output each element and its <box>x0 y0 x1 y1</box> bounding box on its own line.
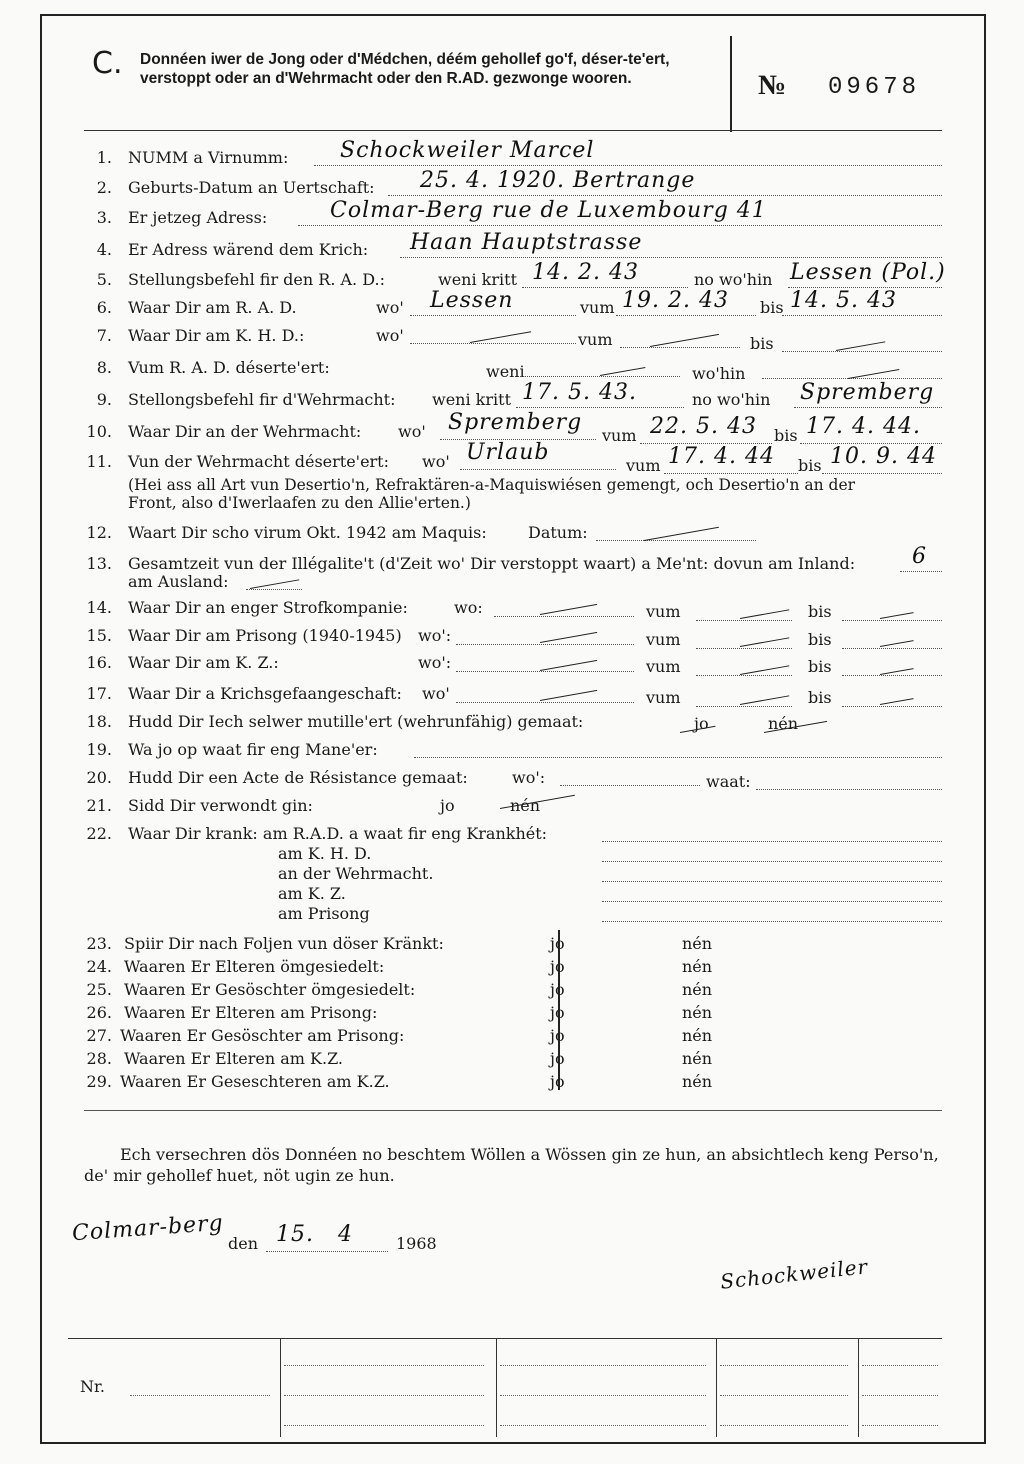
nen-option[interactable]: nén <box>682 1072 713 1091</box>
row-number: 29. <box>86 1072 112 1091</box>
birth-field-line <box>388 195 942 196</box>
row-label: NUMM a Virnumm: <box>128 148 289 167</box>
row-label: Waar Dir am R. A. D. <box>128 298 297 317</box>
row-label: Waaren Er Elteren am Prisong: <box>124 1003 378 1022</box>
row-number: 20. <box>86 768 112 787</box>
row-label: Stellongsbefehl fir d'Wehrmacht: <box>128 390 396 409</box>
vum-label: vum <box>646 657 681 676</box>
bis-label: bis <box>808 688 832 707</box>
vum-field-line <box>664 473 798 474</box>
row-number: 6. <box>96 298 112 317</box>
field-line <box>862 1395 938 1396</box>
row-label: Sidd Dir verwondt gin: <box>128 796 313 815</box>
office-use-box <box>68 1338 942 1437</box>
vum-field-line <box>616 315 756 316</box>
vum-label: vum <box>626 456 661 475</box>
vum-label: vum <box>580 298 615 317</box>
signature-month[interactable]: 4 <box>338 1222 353 1247</box>
inland-months[interactable]: 6 <box>912 544 927 569</box>
wehrmacht-order-place[interactable]: Spremberg <box>800 380 935 405</box>
when-label: weni kritt <box>438 270 517 289</box>
vum-field-line <box>696 620 792 621</box>
row-label: Stellungsbefehl fir den R. A. D.: <box>128 270 385 289</box>
row-label: Hudd Dir een Acte de Résistance gemaat: <box>128 768 468 787</box>
desertion-place[interactable]: Urlaub <box>466 440 550 465</box>
bis-field-line <box>782 315 942 316</box>
header-rule <box>84 130 942 131</box>
when-label: weni kritt <box>432 390 511 409</box>
wo-field-line <box>410 343 576 344</box>
row-label: Vum R. A. D. déserte'ert: <box>128 358 330 377</box>
row-label: Waaren Er Geseschteren am K.Z. <box>120 1072 390 1091</box>
field-line <box>284 1395 484 1396</box>
jo-option[interactable]: jo <box>694 714 709 733</box>
vum-label: vum <box>646 602 681 621</box>
krank-kz: am K. Z. <box>278 884 346 903</box>
jo-option[interactable]: jo <box>550 1049 565 1068</box>
row-number: 13. <box>86 554 112 573</box>
row-label: Waaren Er Gesöschter ömgesiedelt: <box>124 980 416 999</box>
row-label: Er jetzeg Adress: <box>128 208 268 227</box>
row-label: Waaren Er Elteren ömgesiedelt: <box>124 957 385 976</box>
row-number: 7. <box>96 326 112 345</box>
krank-field-line <box>602 901 942 902</box>
row-number: 21. <box>86 796 112 815</box>
krank-khd: am K. H. D. <box>278 844 372 863</box>
row-number: 18. <box>86 712 112 731</box>
section-rule <box>84 1110 942 1111</box>
row-label: Waaren Er Elteren am K.Z. <box>124 1049 344 1068</box>
row-number: 3. <box>96 208 112 227</box>
wo-label: wo': <box>418 626 452 645</box>
bis-field-line <box>822 473 942 474</box>
nr-field-line <box>130 1395 270 1396</box>
wo-label: wo': <box>512 768 546 787</box>
rad-to[interactable]: 14. 5. 43 <box>790 288 897 313</box>
number-label: № <box>758 70 787 101</box>
row-number: 24. <box>86 957 112 976</box>
row-label: Waar Dir an der Wehrmacht: <box>128 422 362 441</box>
wo-field-line <box>456 671 634 672</box>
row-label: Hudd Dir Iech selwer mutille'ert (wehrunfähig) gemaat: <box>128 712 584 731</box>
vum-label: vum <box>578 330 613 349</box>
when-field-line <box>516 407 684 408</box>
wo-label: wo' <box>422 684 450 703</box>
bis-label: bis <box>808 630 832 649</box>
row-number: 27. <box>86 1026 112 1045</box>
wo-label: wo: <box>454 598 483 617</box>
form-title: Donnéen iwer de Jong oder d'Médchen, déém gehollef go'f, déser-te'ert, verstoppt oder an d'Wehrmacht oder den R.AD. gezwonge wooren. <box>140 51 670 87</box>
nen-option[interactable]: nén <box>510 796 541 815</box>
bis-field-line <box>842 675 942 676</box>
field-line <box>720 1425 848 1426</box>
row-number: 5. <box>96 270 112 289</box>
nen-option[interactable]: nén <box>682 980 713 999</box>
field-line <box>284 1365 484 1366</box>
row-number: 2. <box>96 178 112 197</box>
row-label: Waar Dir an enger Strofkompanie: <box>128 598 408 617</box>
weni-label: weni <box>486 362 525 381</box>
rad-order-date[interactable]: 14. 2. 43 <box>532 260 639 285</box>
header-divider <box>730 36 732 132</box>
row-number: 17. <box>86 684 112 703</box>
wehrmacht-place[interactable]: Spremberg <box>448 410 583 435</box>
field-line <box>862 1425 938 1426</box>
column-divider <box>716 1339 717 1437</box>
krank-wehrmacht: an der Wehrmacht. <box>278 864 434 883</box>
row-label: Waar Dir am K. Z.: <box>128 653 279 672</box>
nen-option[interactable]: nén <box>682 934 713 953</box>
address-value[interactable]: Colmar-Berg rue de Luxembourg 41 <box>330 198 767 223</box>
waat-field-line <box>756 789 942 790</box>
vum-label: vum <box>646 688 681 707</box>
field-line <box>862 1365 938 1366</box>
row-label: Waart Dir scho virum Okt. 1942 am Maquis: <box>128 523 487 542</box>
jo-option[interactable]: jo <box>550 1003 565 1022</box>
jo-option[interactable]: jo <box>550 934 565 953</box>
row-label: Gesamtzeit vun der Illégalite't (d'Zeit wo' Dir verstoppt waart) a Me'nt: dovun am Inland: <box>128 554 856 573</box>
row-number: 28. <box>86 1049 112 1068</box>
field-line <box>500 1395 706 1396</box>
row-number: 22. <box>86 824 112 843</box>
weni-field-line <box>520 376 680 377</box>
wo-label: wo' <box>376 326 404 345</box>
row-label: Spiir Dir nach Foljen vun döser Kränkt: <box>124 934 444 953</box>
wo-field-line <box>494 616 634 617</box>
section-letter: C. <box>92 46 123 81</box>
wo-label: wo' <box>376 298 404 317</box>
ausland-label: am Ausland: <box>128 572 229 591</box>
krank-field-line <box>602 861 942 862</box>
signature[interactable]: Schockweiler <box>719 1254 870 1294</box>
wo-field-line <box>456 644 634 645</box>
row-number: 15. <box>86 626 112 645</box>
wohin-label: wo'hin <box>692 364 746 383</box>
row-number: 12. <box>86 523 112 542</box>
name-value[interactable]: Schockweiler Marcel <box>340 138 595 163</box>
signature-day[interactable]: 15. <box>276 1222 314 1247</box>
jo-option[interactable]: jo <box>550 1072 565 1091</box>
wehrmacht-order-date[interactable]: 17. 5. 43. <box>522 380 637 405</box>
ausland-field-line <box>246 589 302 590</box>
bis-label: bis <box>808 657 832 676</box>
datum-label: Datum: <box>528 523 588 542</box>
rad-place[interactable]: Lessen <box>430 288 514 313</box>
bis-field-line <box>842 706 942 707</box>
war-address-field-line <box>400 257 942 258</box>
nen-option[interactable]: nén <box>768 714 799 733</box>
column-divider <box>858 1339 859 1437</box>
waat-label: waat: <box>706 772 751 791</box>
jo-option[interactable]: jo <box>550 980 565 999</box>
vum-field-line <box>696 675 792 676</box>
nen-option[interactable]: nén <box>682 1049 713 1068</box>
declaration-text: Ech versechren dös Donnéen no beschtem Wöllen a Wössen gin ze hun, an absichtlech keng Perso'n, de' mir gehollef huet, nöt ugin ze hun. <box>84 1145 939 1185</box>
nr-label: Nr. <box>80 1377 105 1396</box>
bis-field-line <box>842 648 942 649</box>
desertion-note-line-2: Front, also d'Iwerlaafen zu den Allie'erten.) <box>128 494 471 512</box>
vum-label: vum <box>602 426 637 445</box>
rad-order-place[interactable]: Lessen (Pol.) <box>790 260 946 285</box>
bis-label: bis <box>760 298 784 317</box>
row-label: Wa jo op waat fir eng Mane'er: <box>128 740 378 759</box>
signature-year: 1968 <box>396 1234 437 1253</box>
krank-field-line <box>602 881 942 882</box>
address-field-line <box>298 225 942 226</box>
row-number: 23. <box>86 934 112 953</box>
nen-option[interactable]: nén <box>682 1026 713 1045</box>
wo-field-line <box>560 785 700 786</box>
where-label: no wo'hin <box>694 270 773 289</box>
wo-field-line <box>456 702 634 703</box>
rad-from[interactable]: 19. 2. 43 <box>622 288 729 313</box>
column-divider <box>280 1339 281 1437</box>
row-number: 10. <box>86 422 112 441</box>
row-label: Er Adress wärend dem Krich: <box>128 240 369 259</box>
row-number: 4. <box>96 240 112 259</box>
row-label: Waaren Er Gesöschter am Prisong: <box>120 1026 405 1045</box>
bis-field-line <box>782 351 942 352</box>
row-number: 14. <box>86 598 112 617</box>
row-number: 25. <box>86 980 112 999</box>
vum-field-line <box>696 706 792 707</box>
field-line <box>720 1365 848 1366</box>
name-field-line <box>314 165 942 166</box>
row-number: 26. <box>86 1003 112 1022</box>
field-line <box>500 1365 706 1366</box>
manner-field-line <box>414 757 942 758</box>
nen-option[interactable]: nén <box>682 1003 713 1022</box>
row-label: Waar Dir a Krichsgefaangeschaft: <box>128 684 402 703</box>
date-field-line <box>266 1251 388 1252</box>
bis-field-line <box>842 620 942 621</box>
row-number: 11. <box>86 452 112 471</box>
row-number: 16. <box>86 653 112 672</box>
vum-field-line <box>696 648 792 649</box>
wehrmacht-from[interactable]: 22. 5. 43 <box>650 414 757 439</box>
bis-label: bis <box>774 426 798 445</box>
row-label: Waar Dir am Prisong (1940-1945) <box>128 626 402 645</box>
vum-field-line <box>620 347 740 348</box>
nen-option[interactable]: nén <box>682 957 713 976</box>
wo-label: wo': <box>418 653 452 672</box>
krank-field-line <box>602 841 942 842</box>
bis-label: bis <box>808 602 832 621</box>
den-label: den <box>228 1234 259 1253</box>
war-address-value[interactable]: Haan Hauptstrasse <box>410 230 643 255</box>
birth-value[interactable]: 25. 4. 1920. Bertrange <box>420 168 696 193</box>
row-number: 8. <box>96 358 112 377</box>
wo-label: wo' <box>398 422 426 441</box>
jo-option[interactable]: jo <box>550 957 565 976</box>
signature-place[interactable]: Colmar-berg <box>71 1210 225 1247</box>
desertion-from[interactable]: 17. 4. 44 <box>668 444 775 469</box>
field-line <box>284 1425 484 1426</box>
row-number: 19. <box>86 740 112 759</box>
field-line <box>500 1425 706 1426</box>
wo-field-line <box>460 469 616 470</box>
row-label: Vun der Wehrmacht déserte'ert: <box>128 452 389 471</box>
where-field-line <box>794 407 942 408</box>
krank-field-line <box>602 921 942 922</box>
wehrmacht-to[interactable]: 17. 4. 44. <box>806 414 921 439</box>
desertion-note-line-1: (Hei ass all Art vun Desertio'n, Refraktären-a-Maquiswiésen gemengt, och Desertio'n an der <box>128 476 856 494</box>
jo-option[interactable]: jo <box>440 796 455 815</box>
bis-label: bis <box>750 334 774 353</box>
wo-label: wo' <box>422 452 450 471</box>
row-number: 1. <box>96 148 112 167</box>
krank-prisong: am Prisong <box>278 904 370 923</box>
row-label: Waar Dir am K. H. D.: <box>128 326 305 345</box>
wo-field-line <box>410 315 576 316</box>
inland-field-line <box>900 571 942 572</box>
row-label: Geburts-Datum an Uertschaft: <box>128 178 375 197</box>
form-number: 09678 <box>828 74 921 101</box>
column-divider <box>496 1339 497 1437</box>
vum-label: vum <box>646 630 681 649</box>
jo-option[interactable]: jo <box>550 1026 565 1045</box>
datum-field-line <box>596 540 756 541</box>
jo-strike-mark <box>558 930 560 1090</box>
where-label: no wo'hin <box>692 390 771 409</box>
field-line <box>720 1395 848 1396</box>
row-number: 9. <box>96 390 112 409</box>
row-label: Waar Dir krank: am R.A.D. a waat fir eng Krankhét: <box>128 824 548 843</box>
bis-label: bis <box>798 456 822 475</box>
desertion-to[interactable]: 10. 9. 44 <box>830 444 937 469</box>
